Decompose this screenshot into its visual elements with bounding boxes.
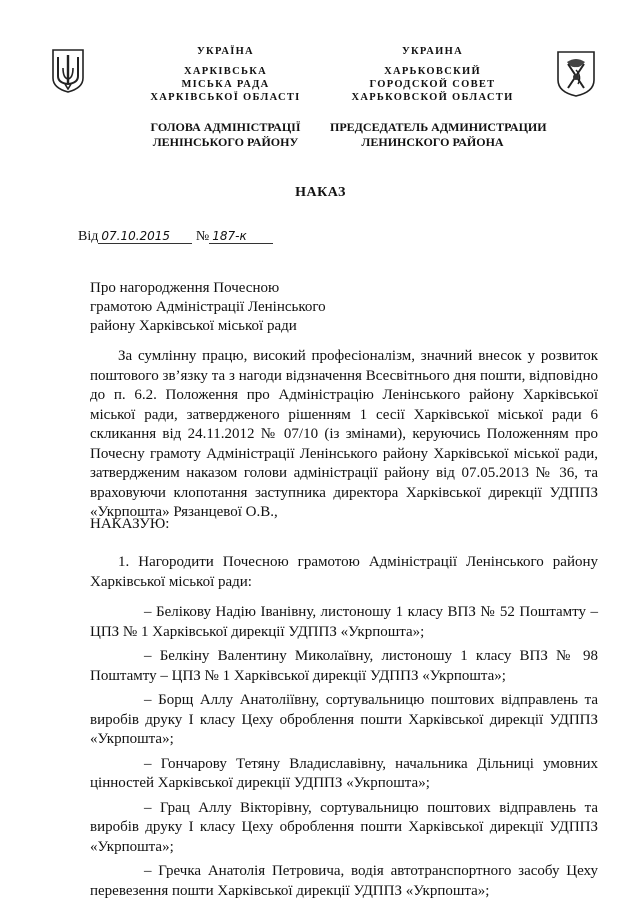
handwritten-date: 07.10.2015: [98, 230, 192, 244]
council-line: ХАРЬКОВСКОЙ ОБЛАСТИ: [351, 92, 514, 103]
date-number-line: [78, 229, 273, 245]
list-item: – Борщ Аллу Анатоліївну, сортувальницю поштових відправлень та виробів друку І класу Цеху оброблення пошти Харківської дирекції УДППЗ «Укрпошта»;: [90, 692, 598, 747]
number-prefix: №: [195, 229, 210, 244]
country-name-russian: УКРАИНА: [402, 46, 463, 57]
council-name-russian: [335, 65, 530, 104]
kharkiv-coat-of-arms-icon: [556, 50, 596, 98]
country-name-ukrainian: УКРАЇНА: [197, 46, 254, 57]
subject-line: району Харківської міської ради: [90, 318, 297, 334]
office-title-ukrainian: [143, 120, 308, 150]
subject-line: Про нагородження Почесною: [90, 280, 280, 296]
office-line: ЛЕНИНСКОГО РАЙОНА: [361, 135, 504, 149]
subject-line: грамотою Адміністрації Ленінського: [90, 299, 326, 315]
council-line: ХАРКІВСЬКА: [183, 66, 267, 77]
office-line: ПРЕДСЕДАТЕЛЬ АДМИНИСТРАЦИИ: [330, 120, 547, 134]
list-item: – Белкіну Валентину Миколаївну, листоношу 1 класу ВПЗ № 98 Поштамту – ЦПЗ № 1 Харківської дирекції УДППЗ «Укрпошта»;: [90, 648, 598, 684]
list-item: – Белікову Надію Іванівну, листоношу 1 класу ВПЗ № 52 Поштамту – ЦПЗ № 1 Харківської дирекції УДППЗ «Укрпошта»;: [90, 604, 598, 640]
preamble-paragraph: За сумлінну працю, високий професіоналізм, значний внесок у розвиток поштового зв’язку та з нагоди відзначення Всесвітнього дня пошти, відповідно до п. 6.2. Положення про Адміністрацію Ленінського району Харківської міської ради, затвердженого рішенням 1 сесії Харківської міської ради 6 скликання від 24.11.2012 № 07/10 (із змінами), керуючись Положенням про Почесну грамоту Адміністрації Ленінського району Харківської міської ради, затвердженим наказом голови адміністрації району від 07.05.2013 № 36, та враховуючи клопотання заступника директора Харківської дирекції УДППЗ «Укрпошта» Рязанцевої О.В.,: [90, 348, 598, 520]
office-title-russian: [330, 120, 547, 150]
office-line: ЛЕНІНСЬКОГО РАЙОНУ: [152, 135, 299, 149]
list-item: – Гречка Анатолія Петровича, водія автотранспортного засобу Цеху перевезення пошти Харківської дирекції УДППЗ «Укрпошта»;: [90, 863, 598, 899]
ukraine-trident-icon: [51, 48, 85, 94]
order-item-1: 1. Нагородити Почесною грамотою Адміністрації Ленінського району Харківської міської ради:: [90, 554, 598, 590]
list-item: – Гончарову Тетяну Владиславівну, начальника Дільниці умовних цінностей Харківської дирекції УДППЗ «Укрпошта»;: [90, 755, 598, 791]
list-item: – Грац Аллу Вікторівну, сортувальницю поштових відправлень та виробів друку І класу Цеху оброблення пошти Харківської дирекції УДППЗ «Укрпошта»;: [90, 799, 598, 855]
council-line: ХАРКІВСЬКОЇ ОБЛАСТІ: [150, 92, 301, 103]
header-right: [335, 45, 530, 104]
order-word: НАКАЗУЮ:: [90, 516, 170, 532]
date-prefix: Від: [78, 229, 99, 244]
council-line: ГОРОДСКОЙ СОВЕТ: [369, 79, 496, 90]
handwritten-number: 187-к: [209, 230, 273, 244]
order-subject: [90, 279, 326, 336]
office-line: ГОЛОВА АДМІНІСТРАЦІЇ: [150, 120, 301, 134]
header-left: [143, 45, 308, 104]
document-title: НАКАЗ: [295, 185, 346, 200]
council-name-ukrainian: [143, 65, 308, 104]
council-line: ХАРЬКОВСКИЙ: [384, 66, 481, 77]
awardee-list: [90, 603, 598, 906]
council-line: МІСЬКА РАДА: [181, 79, 270, 90]
